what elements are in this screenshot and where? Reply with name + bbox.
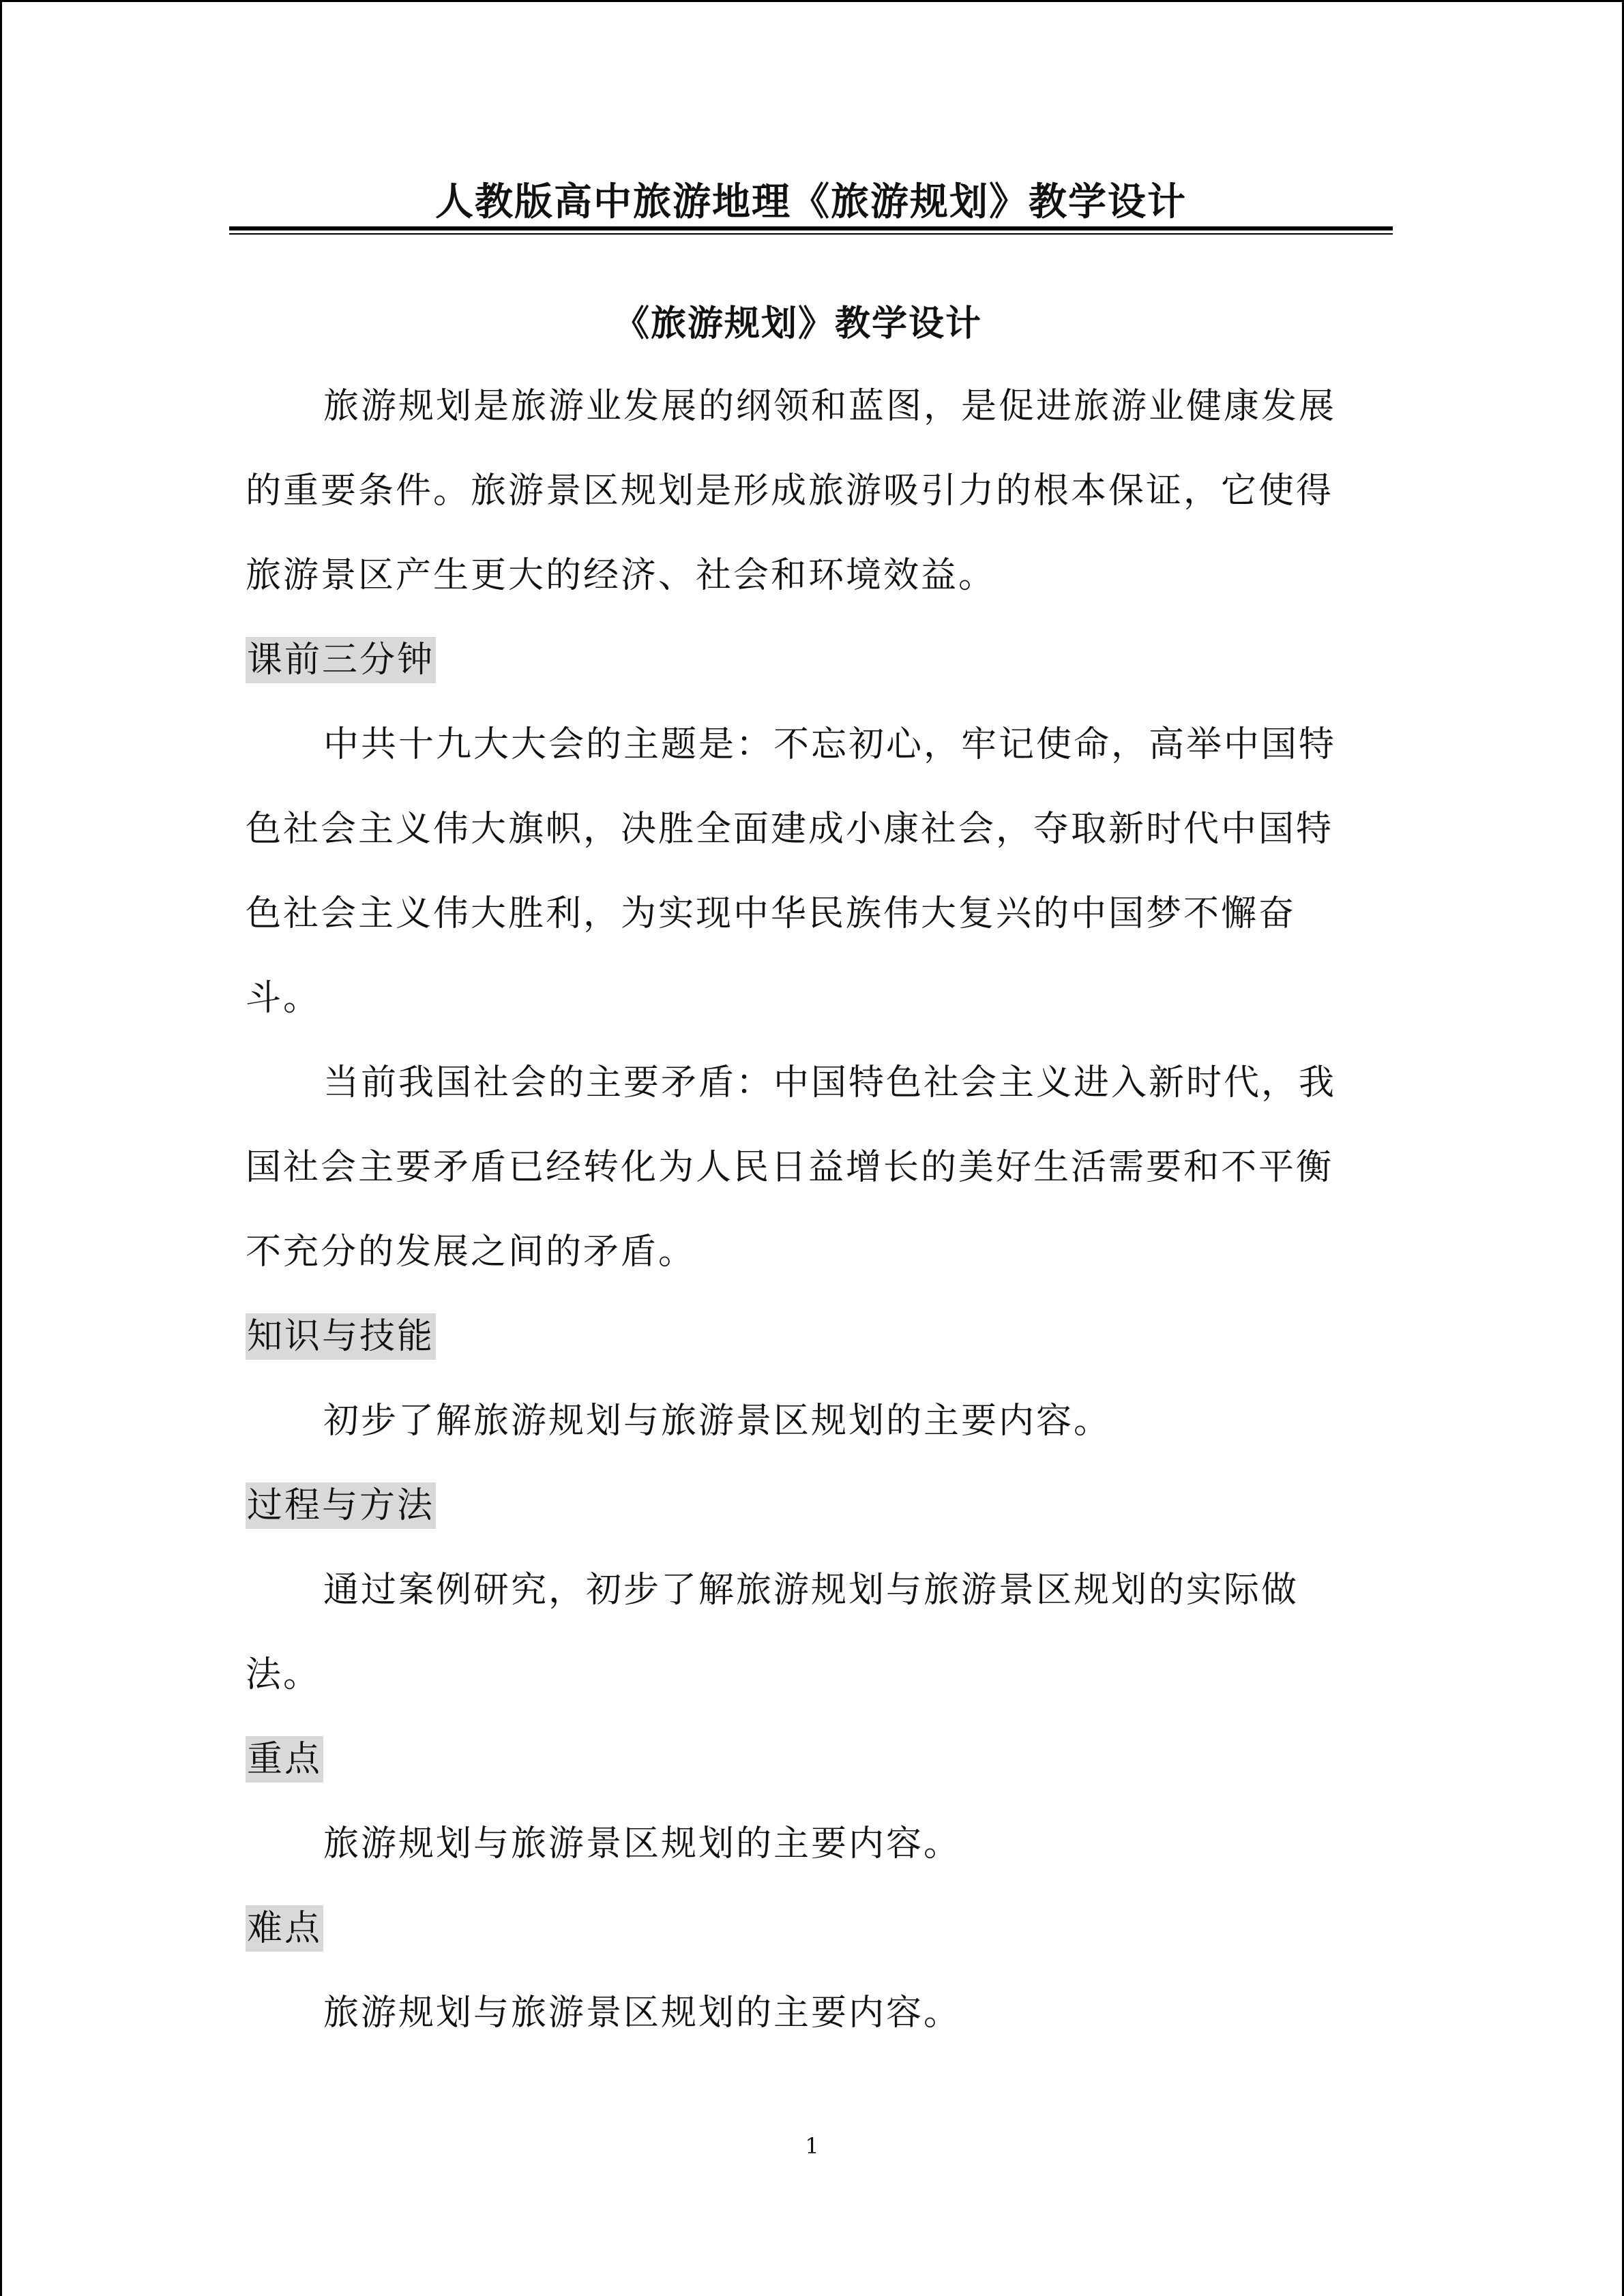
section-paragraph: 中共十九大大会的主题是：不忘初心，牢记使命，高举中国特色社会主义伟大旗帜，决胜全面建成小康社会，夺取新时代中国特色社会主义伟大胜利，为实现中华民族伟大复兴的中国梦不懈奋斗。 (246, 724, 1337, 1019)
section-heading-key-points (246, 1717, 1357, 1802)
document-title: 《旅游规划》教学设计 (613, 303, 982, 344)
intro-paragraph: 旅游规划是旅游业发展的纲领和蓝图，是促进旅游业健康发展的重要条件。旅游景区规划是形成旅游吸引力的根本保证，它使得旅游景区产生更大的经济、社会和环境效益。 (246, 386, 1337, 596)
section-heading-label: 过程与方法 (246, 1482, 436, 1529)
document-body (246, 364, 1357, 2055)
section-paragraph: 通过案例研究，初步了解旅游规划与旅游景区规划的实际做法。 (246, 1570, 1299, 1695)
section-paragraph: 当前我国社会的主要矛盾：中国特色社会主义进入新时代，我国社会主要矛盾已经转化为人民日益增长的美好生活需要和不平衡不充分的发展之间的矛盾。 (246, 1062, 1337, 1272)
header-rule-thin (229, 233, 1393, 235)
page-number: 1 (805, 2133, 819, 2159)
section-heading-difficulties (246, 1886, 1357, 1971)
section-heading-label: 知识与技能 (246, 1313, 436, 1360)
section-paragraph: 旅游规划与旅游景区规划的主要内容。 (323, 1993, 962, 2033)
section-heading-label: 课前三分钟 (246, 637, 436, 683)
section-paragraph: 旅游规划与旅游景区规划的主要内容。 (323, 1823, 962, 1864)
section-heading-label: 难点 (246, 1905, 323, 1952)
header-rule-thick (229, 226, 1393, 230)
running-header: 人教版高中旅游地理《旅游规划》教学设计 (435, 179, 1187, 224)
section-heading-label: 重点 (246, 1736, 323, 1783)
section-heading-pre-class (246, 618, 1357, 702)
section-heading-knowledge-skills (246, 1294, 1357, 1379)
section-heading-process-methods (246, 1463, 1357, 1548)
section-paragraph: 初步了解旅游规划与旅游景区规划的主要内容。 (323, 1401, 1112, 1442)
